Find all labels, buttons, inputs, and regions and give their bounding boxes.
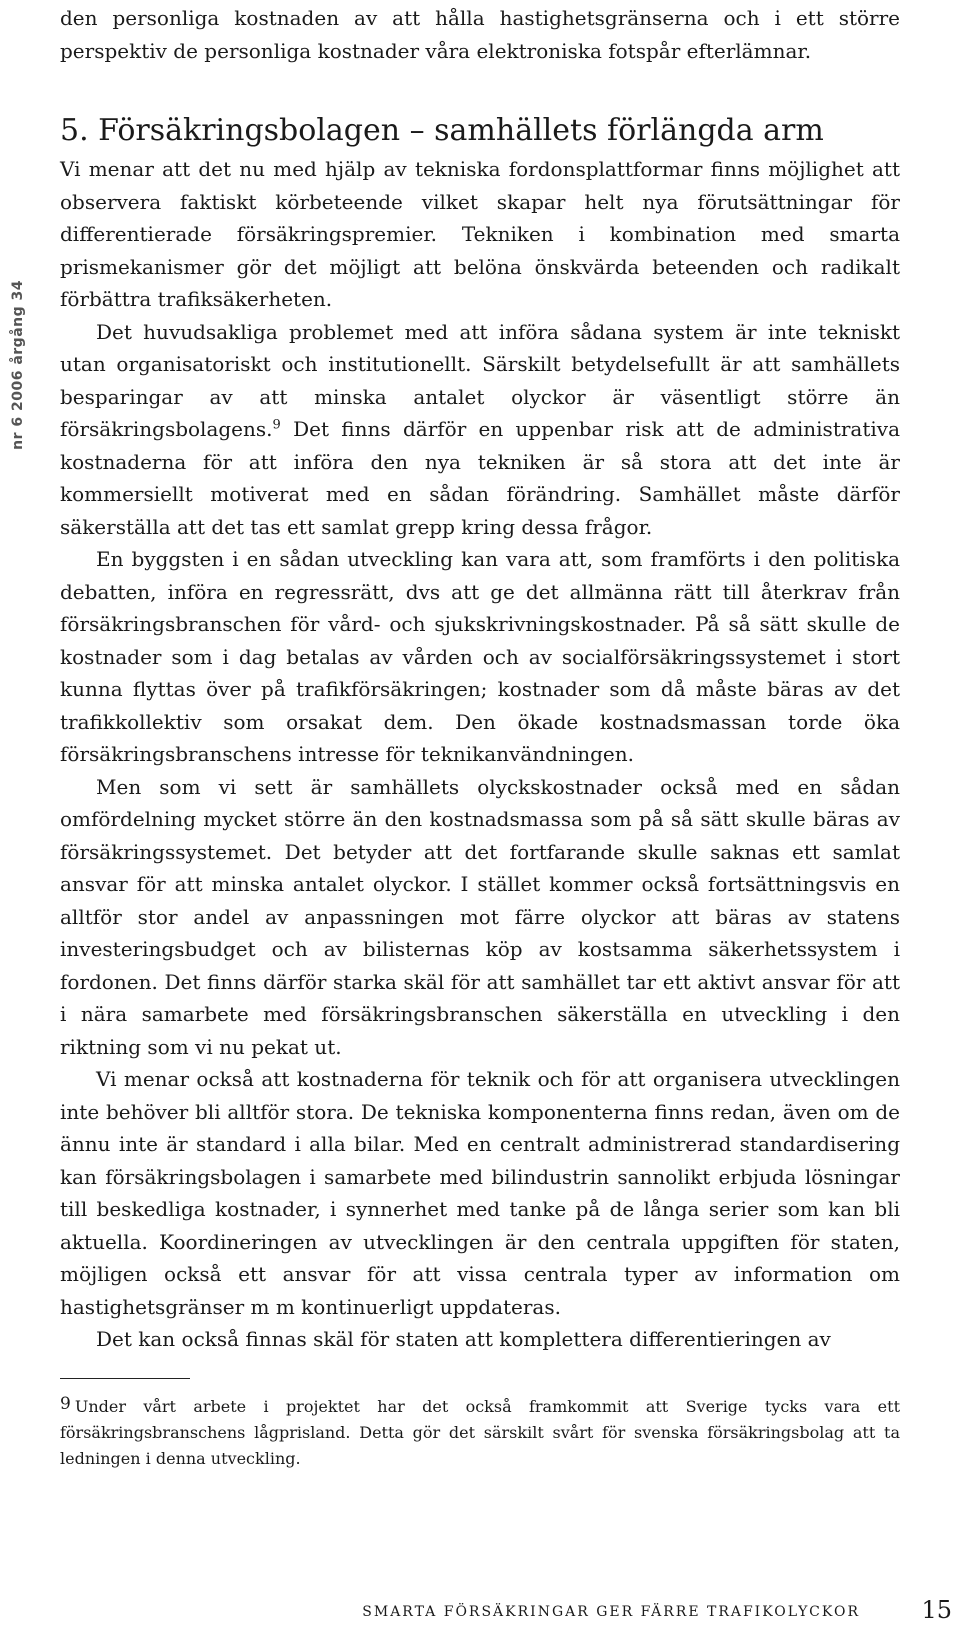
footnote-divider bbox=[60, 1378, 190, 1379]
body-paragraph: En byggsten i en sådan utveckling kan vara att, som framförts i den politiska debatten, införa en regressrätt, dvs att ge det allmänna rätt till återkrav från försäkringsbranschen för vård- och sjukskrivningskostnader. På så sätt skulle de kostnader som i dag betalas av vården och av socialförsäkringssystemet i stort kunna flyttas över på trafikförsäkringen; kostnader som då måste bäras av det trafikkollektiv som orsakat dem. Den ökade kostnadsmassan torde öka försäkringsbranschens intresse för teknikanvändningen. bbox=[60, 547, 900, 766]
body-paragraph: Vi menar att det nu med hjälp av tekniska fordonsplattformar finns möjlighet att observera faktiskt körbeteende vilket skapar helt nya förutsättningar för differentierade försäkringspremier. Tekniken i kombination med smarta prismekanismer gör det möjligt att belöna önskvärda beteenden och radikalt förbättra trafiksäkerheten. bbox=[60, 157, 900, 311]
body-paragraph: Vi menar också att kostnaderna för teknik och för att organisera utvecklingen inte behöver bli alltför stora. De tekniska komponenterna finns redan, även om de ännu inte är standard i alla bilar. Med en centralt administrerad standardisering kan försäkringsbolagen i samarbete med bilindustrin sannolikt erbjuda lösningar till beskedliga kostnader, i synnerhet med tanke på de långa serier som kan bli aktuella. Koordineringen av utvecklingen är den centrala uppgiften för staten, möjligen också ett ansvar för att vissa centrala typer av information om hastighetsgränser m m kontinuerligt uppdateras. bbox=[60, 1067, 900, 1319]
running-footer-title: SMARTA FÖRSÄKRINGAR GER FÄRRE TRAFIKOLYCKOR bbox=[362, 1604, 860, 1620]
section-heading: 5. Försäkringsbolagen – samhällets förlängda arm bbox=[60, 113, 824, 148]
paragraph-text: Det huvudsakliga problemet med att införa sådana system är inte tekniskt utan organisatoriskt och institutionellt. Särskilt betydelsefullt är att samhällets besparingar av att minska antalet olyckor är väsentligt större än försäkringsbolagens. bbox=[60, 319, 900, 441]
footnote bbox=[60, 1391, 900, 1472]
body-paragraph: Men som vi sett är samhällets olyckskostnader också med en sådan omfördelning mycket större än den kostnadsmassa som på så sätt skulle bäras av försäkringssystemet. Det betyder att det fortfarande skulle saknas ett samlat ansvar för att minska antalet olyckor. I stället kommer också fortsättningsvis en alltför stor andel av anpassningen mot färre olyckor att bäras av statens investeringsbudget och av bilisternas köp av kostsamma säkerhetssystem i fordonen. Det finns därför starka skäl för att samhället tar ett aktivt ansvar för att i nära samarbete med försäkringsbranschen säkerställa en utveckling i den riktning som vi nu pekat ut. bbox=[60, 774, 900, 1059]
footnote-number: 9 bbox=[60, 1393, 71, 1414]
page-content bbox=[60, 0, 900, 1472]
issue-side-label bbox=[6, 280, 30, 480]
body-paragraph: Det kan också finnas skäl för staten att komplettera differentieringen av bbox=[96, 1327, 831, 1351]
footnote-text: Under vårt arbete i projektet har det också framkommit att Sverige tycks vara ett försäkringsbranschens lågprisland. Detta gör det särskilt svårt för svenska försäkringsbolag att ta ledningen i denna utveckling. bbox=[60, 1396, 900, 1468]
body-paragraph bbox=[60, 316, 900, 544]
page-number: 15 bbox=[921, 1596, 952, 1624]
footnote-reference: 9 bbox=[272, 417, 281, 433]
paragraph-text: Det finns därför en uppenbar risk att de administrativa kostnaderna för att införa den nya tekniken är så stora att det inte är kommersiellt motiverat med en sådan förändring. Samhället måste därför säkerställa att det tas ett samlat grepp kring dessa frågor. bbox=[60, 417, 900, 539]
issue-side-label-text: nr 6 2006 årgång 34 bbox=[10, 280, 26, 450]
intro-paragraph: den personliga kostnaden av att hålla hastighetsgränserna och i ett större perspektiv de personliga kostnader våra elektroniska fotspår efterlämnar. bbox=[60, 6, 900, 63]
